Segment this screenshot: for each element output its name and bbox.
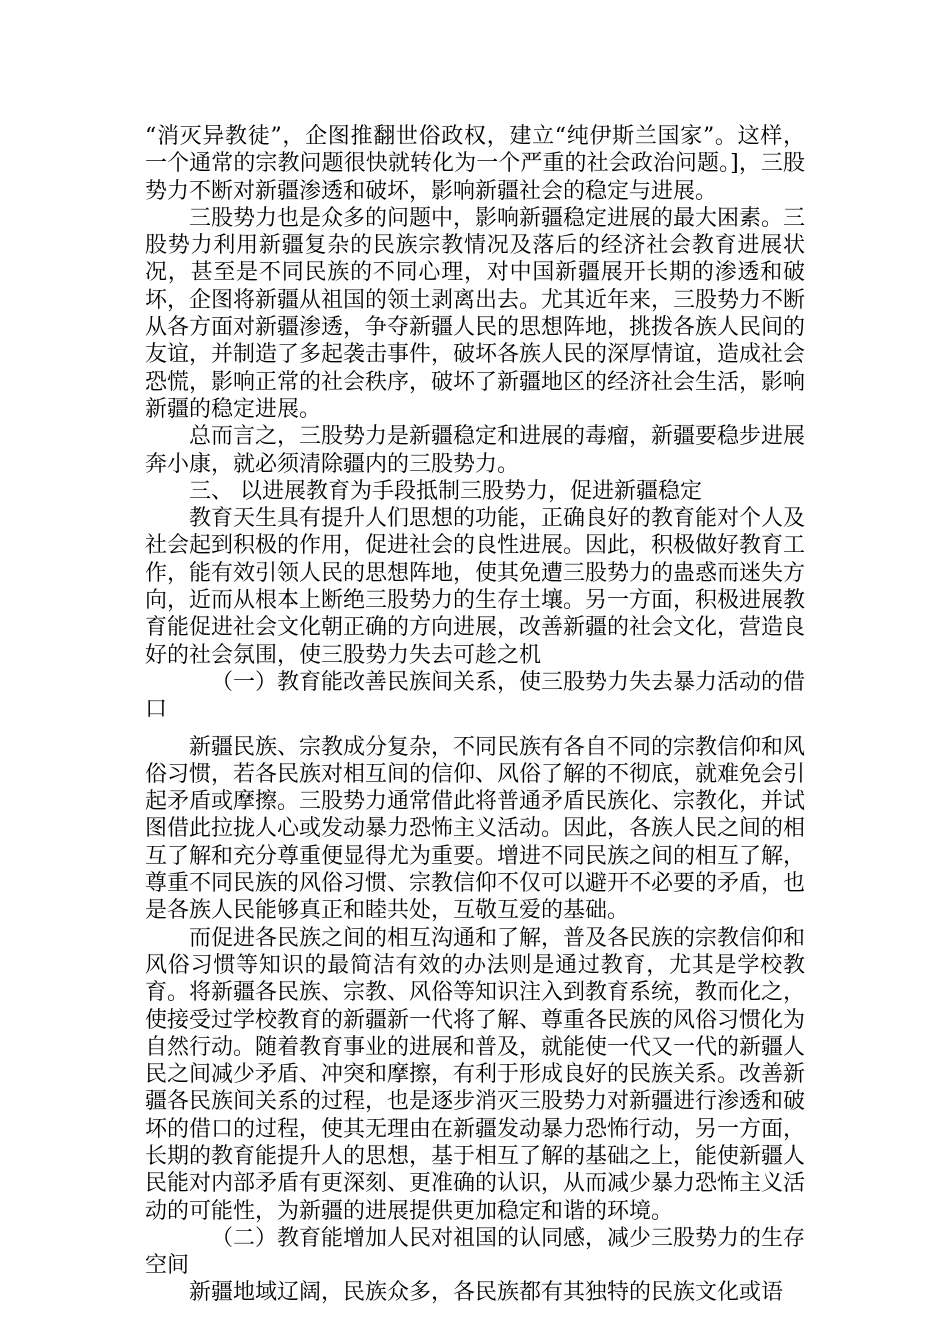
paragraph-ethnic-relations: 新疆民族、宗教成分复杂，不同民族有各自不同的宗教信仰和风俗习惯，若各民族对相互间的信仰、风俗了解的不彻底，就难免会引起矛盾或摩擦。三股势力通常借此将普通矛盾民族化、宗教化，并试图借此拉拢人心或发动暴力恐怖主义活动。因此，各族人民之间的相互了解和充分尊重便显得尤为重要。增进不同民族之间的相互了解，尊重不同民族的风俗习惯、宗教信仰不仅可以避开不必要的矛盾，也是各族人民能够真正和睦共处，互敬互爱的基础。 (145, 734, 806, 924)
paragraph-education-function: 教育天生具有提升人们思想的功能，正确良好的教育能对个人及社会起到积极的作用，促进社会的良性进展。因此，积极做好教育工作，能有效引领人民的思想阵地，使其免遭三股势力的蛊惑而迷失方向，近而从根本上断绝三股势力的生存土壤。另一方面，积极进展教育能促进社会文化朝正确的方向进展，改善新疆的社会文化，营造良好的社会氛围，使三股势力失去可趁之机 (145, 506, 806, 668)
paragraph-school-education: 而促进各民族之间的相互沟通和了解，普及各民族的宗教信仰和风俗习惯等知识的最简洁有效的办法则是通过教育，尤其是学校教育。将新疆各民族、宗教、风俗等知识注入到教育系统，教而化之，使接受过学校教育的新疆新一代将了解、尊重各民族的风俗习惯化为自然行动。随着教育事业的进展和普及，就能使一代又一代的新疆人民之间减少矛盾、冲突和摩擦，有利于形成良好的民族关系。改善新疆各民族间关系的过程，也是逐步消灭三股势力对新疆进行渗透和破坏的借口的过程，使其无理由在新疆发动暴力恐怖行动，另一方面，长期的教育能提升人的思想，基于相互了解的基础之上，能使新疆人民能对内部矛盾有更深刻、更准确的认识，从而减少暴力恐怖主义活动的可能性，为新疆的进展提供更加稳定和谐的环境。 (145, 925, 806, 1224)
body-text (145, 123, 805, 1307)
paragraph-continuation: “消灭异教徒”，企图推翻世俗政权，建立“纯伊斯兰国家”。这样，一个通常的宗教问题很快就转化为一个严重的社会政治问题。]，三股势力不断对新疆渗透和破坏，影响新疆社会的稳定与进展。 (145, 124, 805, 204)
section-heading-3: 三、 以进展教育为手段抵制三股势力，促进新疆稳定 (189, 478, 702, 504)
paragraph-three-forces-threat: 三股势力也是众多的问题中，影响新疆稳定进展的最大困素。三股势力利用新疆复杂的民族宗教情况及落后的经济社会教育进展状况，甚至是不同民族的不同心理，对中国新疆展开长期的渗透和破坏，企图将新疆从祖国的领土剥离出去。尤其近年来，三股势力不断从各方面对新疆渗透，争夺新疆人民的思想阵地，挑拨各族人民间的友谊，并制造了多起袭击事件，破坏各族人民的深厚情谊，造成社会恐慌，影响正常的社会秩序，破坏了新疆地区的经济社会生活，影响新疆的稳定进展。 (145, 205, 806, 422)
paragraph-summary: 总而言之，三股势力是新疆稳定和进展的毒瘤，新疆要稳步进展奔小康，就必须清除疆内的三股势力。 (145, 424, 806, 477)
subsection-heading-2: （二）教育能增加人民对祖国的认同感，减少三股势力的生存空间 (145, 1225, 806, 1279)
subsection-heading-1: （一）教育能改善民族间关系，使三股势力失去暴力活动的借口 (145, 669, 806, 723)
paragraph-xinjiang-territory: 新疆地域辽阔，民族众多，各民族都有其独特的民族文化或语 (189, 1280, 784, 1306)
